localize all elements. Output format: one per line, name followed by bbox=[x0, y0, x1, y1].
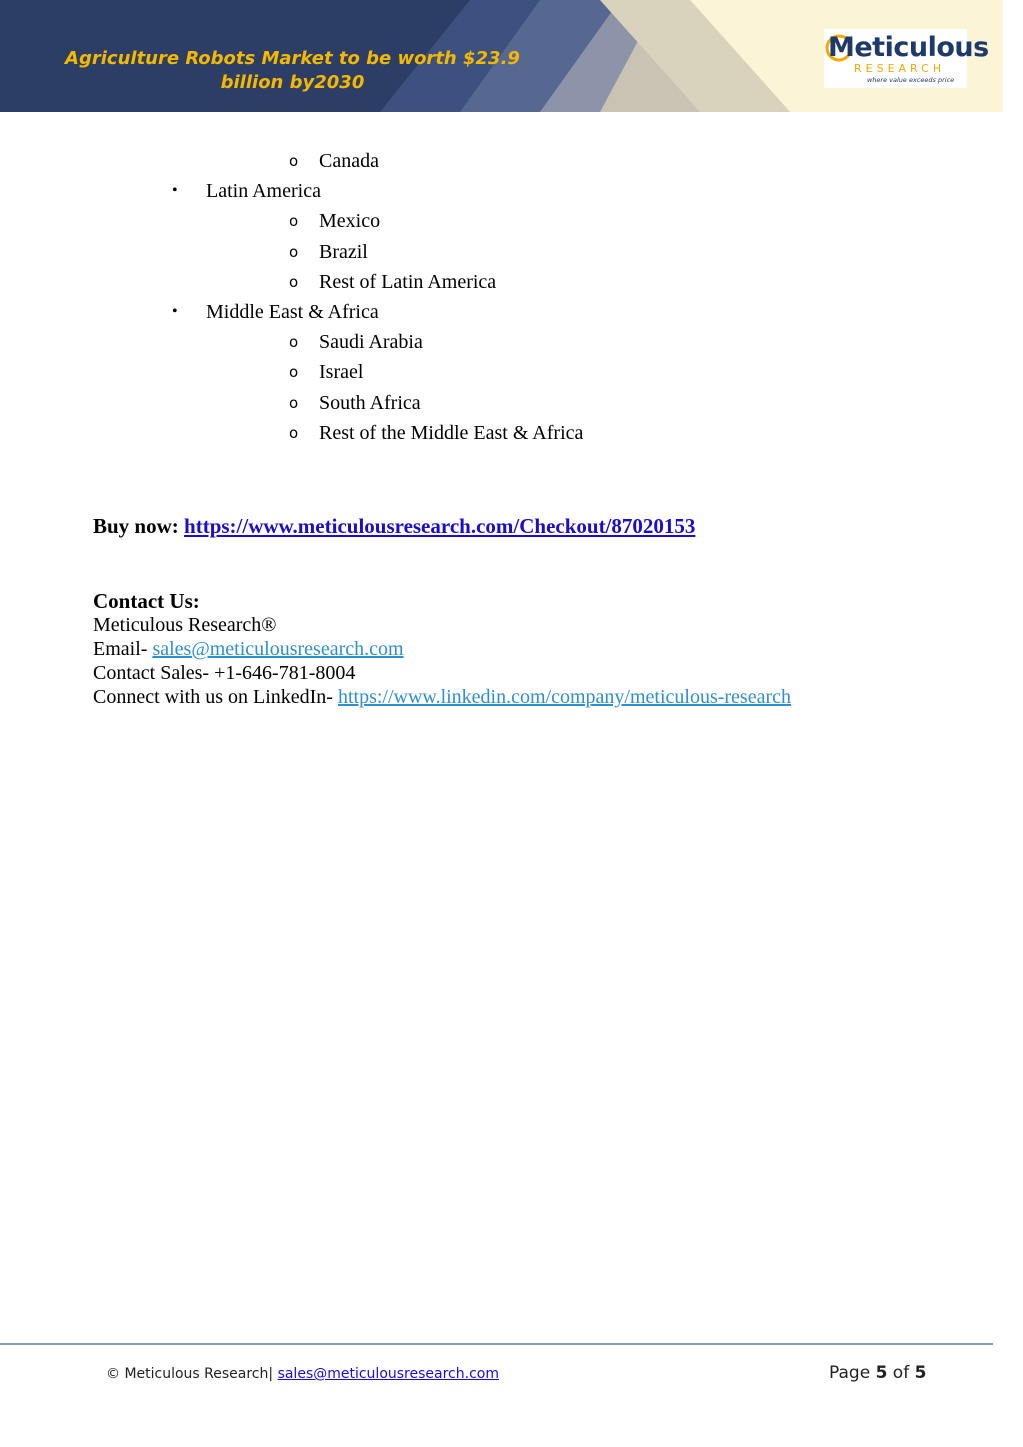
sales-line bbox=[93, 661, 791, 685]
sales-phone: +1-646-781-8004 bbox=[214, 662, 356, 684]
list-item-text: Canada bbox=[319, 150, 379, 172]
list-item bbox=[0, 327, 1000, 357]
bullet-marker: • bbox=[172, 302, 178, 320]
footer-divider bbox=[0, 1343, 993, 1345]
list-item-text: Mexico bbox=[319, 210, 381, 233]
email-label: Email- bbox=[93, 638, 153, 660]
page-header-banner bbox=[0, 0, 1003, 112]
list-item bbox=[0, 267, 1000, 297]
company-name: Meticulous Research® bbox=[93, 614, 277, 636]
list-item-text: Latin America bbox=[206, 180, 321, 203]
list-item-text: Rest of Latin America bbox=[319, 270, 497, 293]
sub-bullet-marker: o bbox=[289, 363, 299, 382]
linkedin-line bbox=[93, 685, 791, 709]
list-item-text: Middle East & Africa bbox=[206, 300, 379, 323]
company-logo bbox=[824, 29, 989, 88]
linkedin-link[interactable]: https://www.linkedin.com/company/meticulous-research bbox=[337, 686, 792, 708]
sub-bullet-marker: o bbox=[289, 272, 299, 291]
bullet-marker: • bbox=[172, 182, 178, 200]
page-prefix: Page bbox=[829, 1363, 876, 1383]
linkedin-label: Connect with us on LinkedIn- bbox=[93, 686, 338, 708]
email-line bbox=[93, 637, 791, 661]
checkout-link[interactable]: https://www.meticulousresearch.com/Checkout/87020153 bbox=[184, 514, 696, 538]
document-title bbox=[40, 47, 545, 95]
sub-bullet-marker: o bbox=[289, 242, 299, 261]
page-total: 5 bbox=[914, 1363, 927, 1383]
region-list bbox=[0, 146, 1000, 448]
list-item-text: Brazil bbox=[319, 240, 368, 263]
buy-now-line bbox=[93, 514, 695, 539]
sub-bullet-marker: o bbox=[289, 423, 299, 442]
sub-bullet-marker: o bbox=[289, 212, 299, 231]
footer-email-link[interactable]: sales@meticulousresearch.com bbox=[277, 1366, 499, 1382]
email-link[interactable]: sales@meticulousresearch.com bbox=[152, 638, 404, 660]
list-item bbox=[0, 146, 1000, 176]
sub-bullet-marker: o bbox=[289, 152, 299, 170]
sub-bullet-marker: o bbox=[289, 333, 299, 352]
list-item bbox=[0, 237, 1000, 267]
list-item bbox=[0, 388, 1000, 418]
contact-heading: Contact Us: bbox=[93, 589, 200, 613]
list-item-text: Israel bbox=[319, 361, 364, 384]
page-current: 5 bbox=[875, 1363, 888, 1383]
list-item bbox=[0, 418, 1000, 448]
document-title-line2: billion by2030 bbox=[220, 72, 365, 93]
document-title-line1: Agriculture Robots Market to be worth $23.9 bbox=[65, 48, 520, 69]
list-item-text: Rest of the Middle East & Africa bbox=[319, 421, 584, 444]
list-item bbox=[0, 206, 1000, 236]
copyright-text: © Meticulous Research| bbox=[106, 1366, 278, 1382]
sales-label: Contact Sales- bbox=[93, 662, 215, 684]
list-item bbox=[0, 357, 1000, 387]
list-item bbox=[0, 297, 1000, 327]
logo-tagline: where value exceeds price bbox=[867, 76, 955, 84]
logo-name: Meticulous bbox=[828, 32, 989, 63]
list-item-text: Saudi Arabia bbox=[319, 331, 423, 354]
page-of: of bbox=[887, 1363, 915, 1383]
list-item-text: South Africa bbox=[319, 391, 421, 414]
list-item bbox=[0, 176, 1000, 206]
footer-copyright bbox=[106, 1366, 499, 1382]
sub-bullet-marker: o bbox=[289, 393, 299, 412]
page-number bbox=[829, 1363, 926, 1383]
buy-now-label: Buy now: bbox=[93, 514, 185, 538]
contact-section bbox=[93, 589, 791, 709]
logo-sub: RESEARCH bbox=[854, 62, 946, 75]
